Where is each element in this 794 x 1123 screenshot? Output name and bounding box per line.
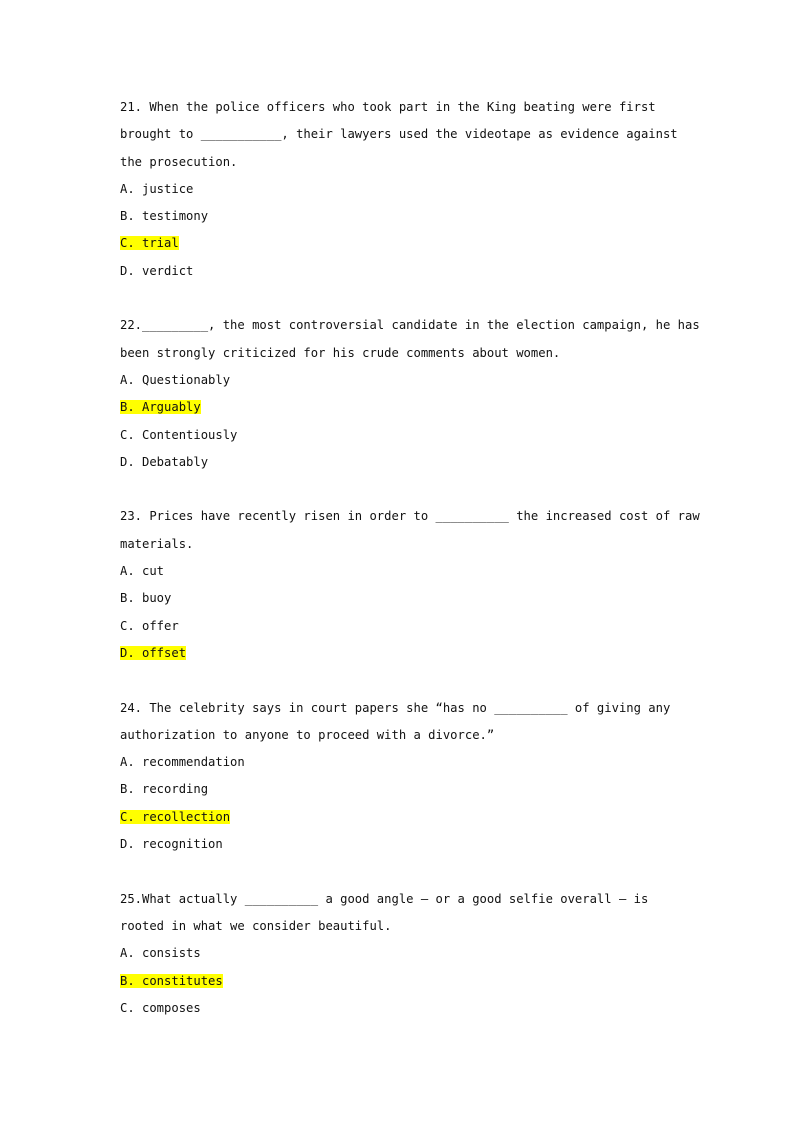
answer-label: C. Contentiously <box>120 427 238 442</box>
question-24 <box>120 695 676 859</box>
answer-label: A. cut <box>120 564 165 579</box>
correct-answer-label: B. constitutes <box>120 973 223 988</box>
correct-answer-label: C. recollection <box>120 809 231 824</box>
question-text-line: 24. The celebrity says in court papers she “has no __________ of giving any <box>120 700 671 715</box>
answer-label: A. justice <box>120 181 194 196</box>
answer-option <box>120 831 676 858</box>
question-text-line: rooted in what we consider beautiful. <box>120 918 392 933</box>
question-text-line: brought to ___________, their lawyers used the videotape as evidence against <box>120 127 678 142</box>
answer-option <box>120 585 676 612</box>
answer-option <box>120 640 676 667</box>
answer-label: C. offer <box>120 618 179 633</box>
answer-option <box>120 995 676 1022</box>
answer-label: A. consists <box>120 946 201 961</box>
answer-label: A. recommendation <box>120 755 245 770</box>
answer-label: D. Debatably <box>120 454 209 469</box>
answer-option <box>120 203 676 230</box>
question-text-line: 21. When the police officers who took part in the King beating were first <box>120 100 656 114</box>
question-text-line: authorization to anyone to proceed with a divorce.” <box>120 727 495 742</box>
question-text-line: 23. Prices have recently risen in order to __________ the increased cost of raw <box>120 509 700 524</box>
question-spacer <box>120 476 676 503</box>
answer-option <box>120 613 676 640</box>
correct-answer-label: B. Arguably <box>120 400 201 415</box>
answer-option <box>120 804 676 831</box>
question-text-line: the prosecution. <box>120 154 238 169</box>
answer-option <box>120 367 676 394</box>
question-25 <box>120 886 676 1022</box>
document-page <box>120 94 700 1022</box>
answer-option <box>120 940 676 967</box>
answer-label: C. composes <box>120 1000 201 1015</box>
question-22 <box>120 312 700 476</box>
question-21 <box>120 94 676 285</box>
answer-option <box>120 422 676 449</box>
answer-option <box>120 749 676 776</box>
answer-option <box>120 230 676 257</box>
answer-option <box>120 968 676 995</box>
question-spacer <box>120 667 676 694</box>
question-text-line: 22._________, the most controversial candidate in the election campaign, he has <box>120 318 700 333</box>
answer-option <box>120 558 676 585</box>
question-text-line: been strongly criticized for his crude comments about women. <box>120 345 561 360</box>
answer-option <box>120 394 676 421</box>
question-text-line: materials. <box>120 536 194 551</box>
answer-option <box>120 776 676 803</box>
question-23 <box>120 503 700 667</box>
answer-label: A. Questionably <box>120 372 231 387</box>
answer-option <box>120 176 676 203</box>
correct-answer-label: C. trial <box>120 236 179 251</box>
question-text-line: 25.What actually __________ a good angle — or a good selfie overall — is <box>120 891 649 906</box>
answer-label: B. recording <box>120 782 209 797</box>
answer-label: D. recognition <box>120 837 223 852</box>
correct-answer-label: D. offset <box>120 645 187 660</box>
answer-option <box>120 258 676 285</box>
question-spacer <box>120 858 676 885</box>
answer-option <box>120 449 676 476</box>
answer-label: D. verdict <box>120 263 194 278</box>
answer-label: B. buoy <box>120 591 172 606</box>
answer-label: B. testimony <box>120 209 209 224</box>
question-spacer <box>120 285 676 312</box>
